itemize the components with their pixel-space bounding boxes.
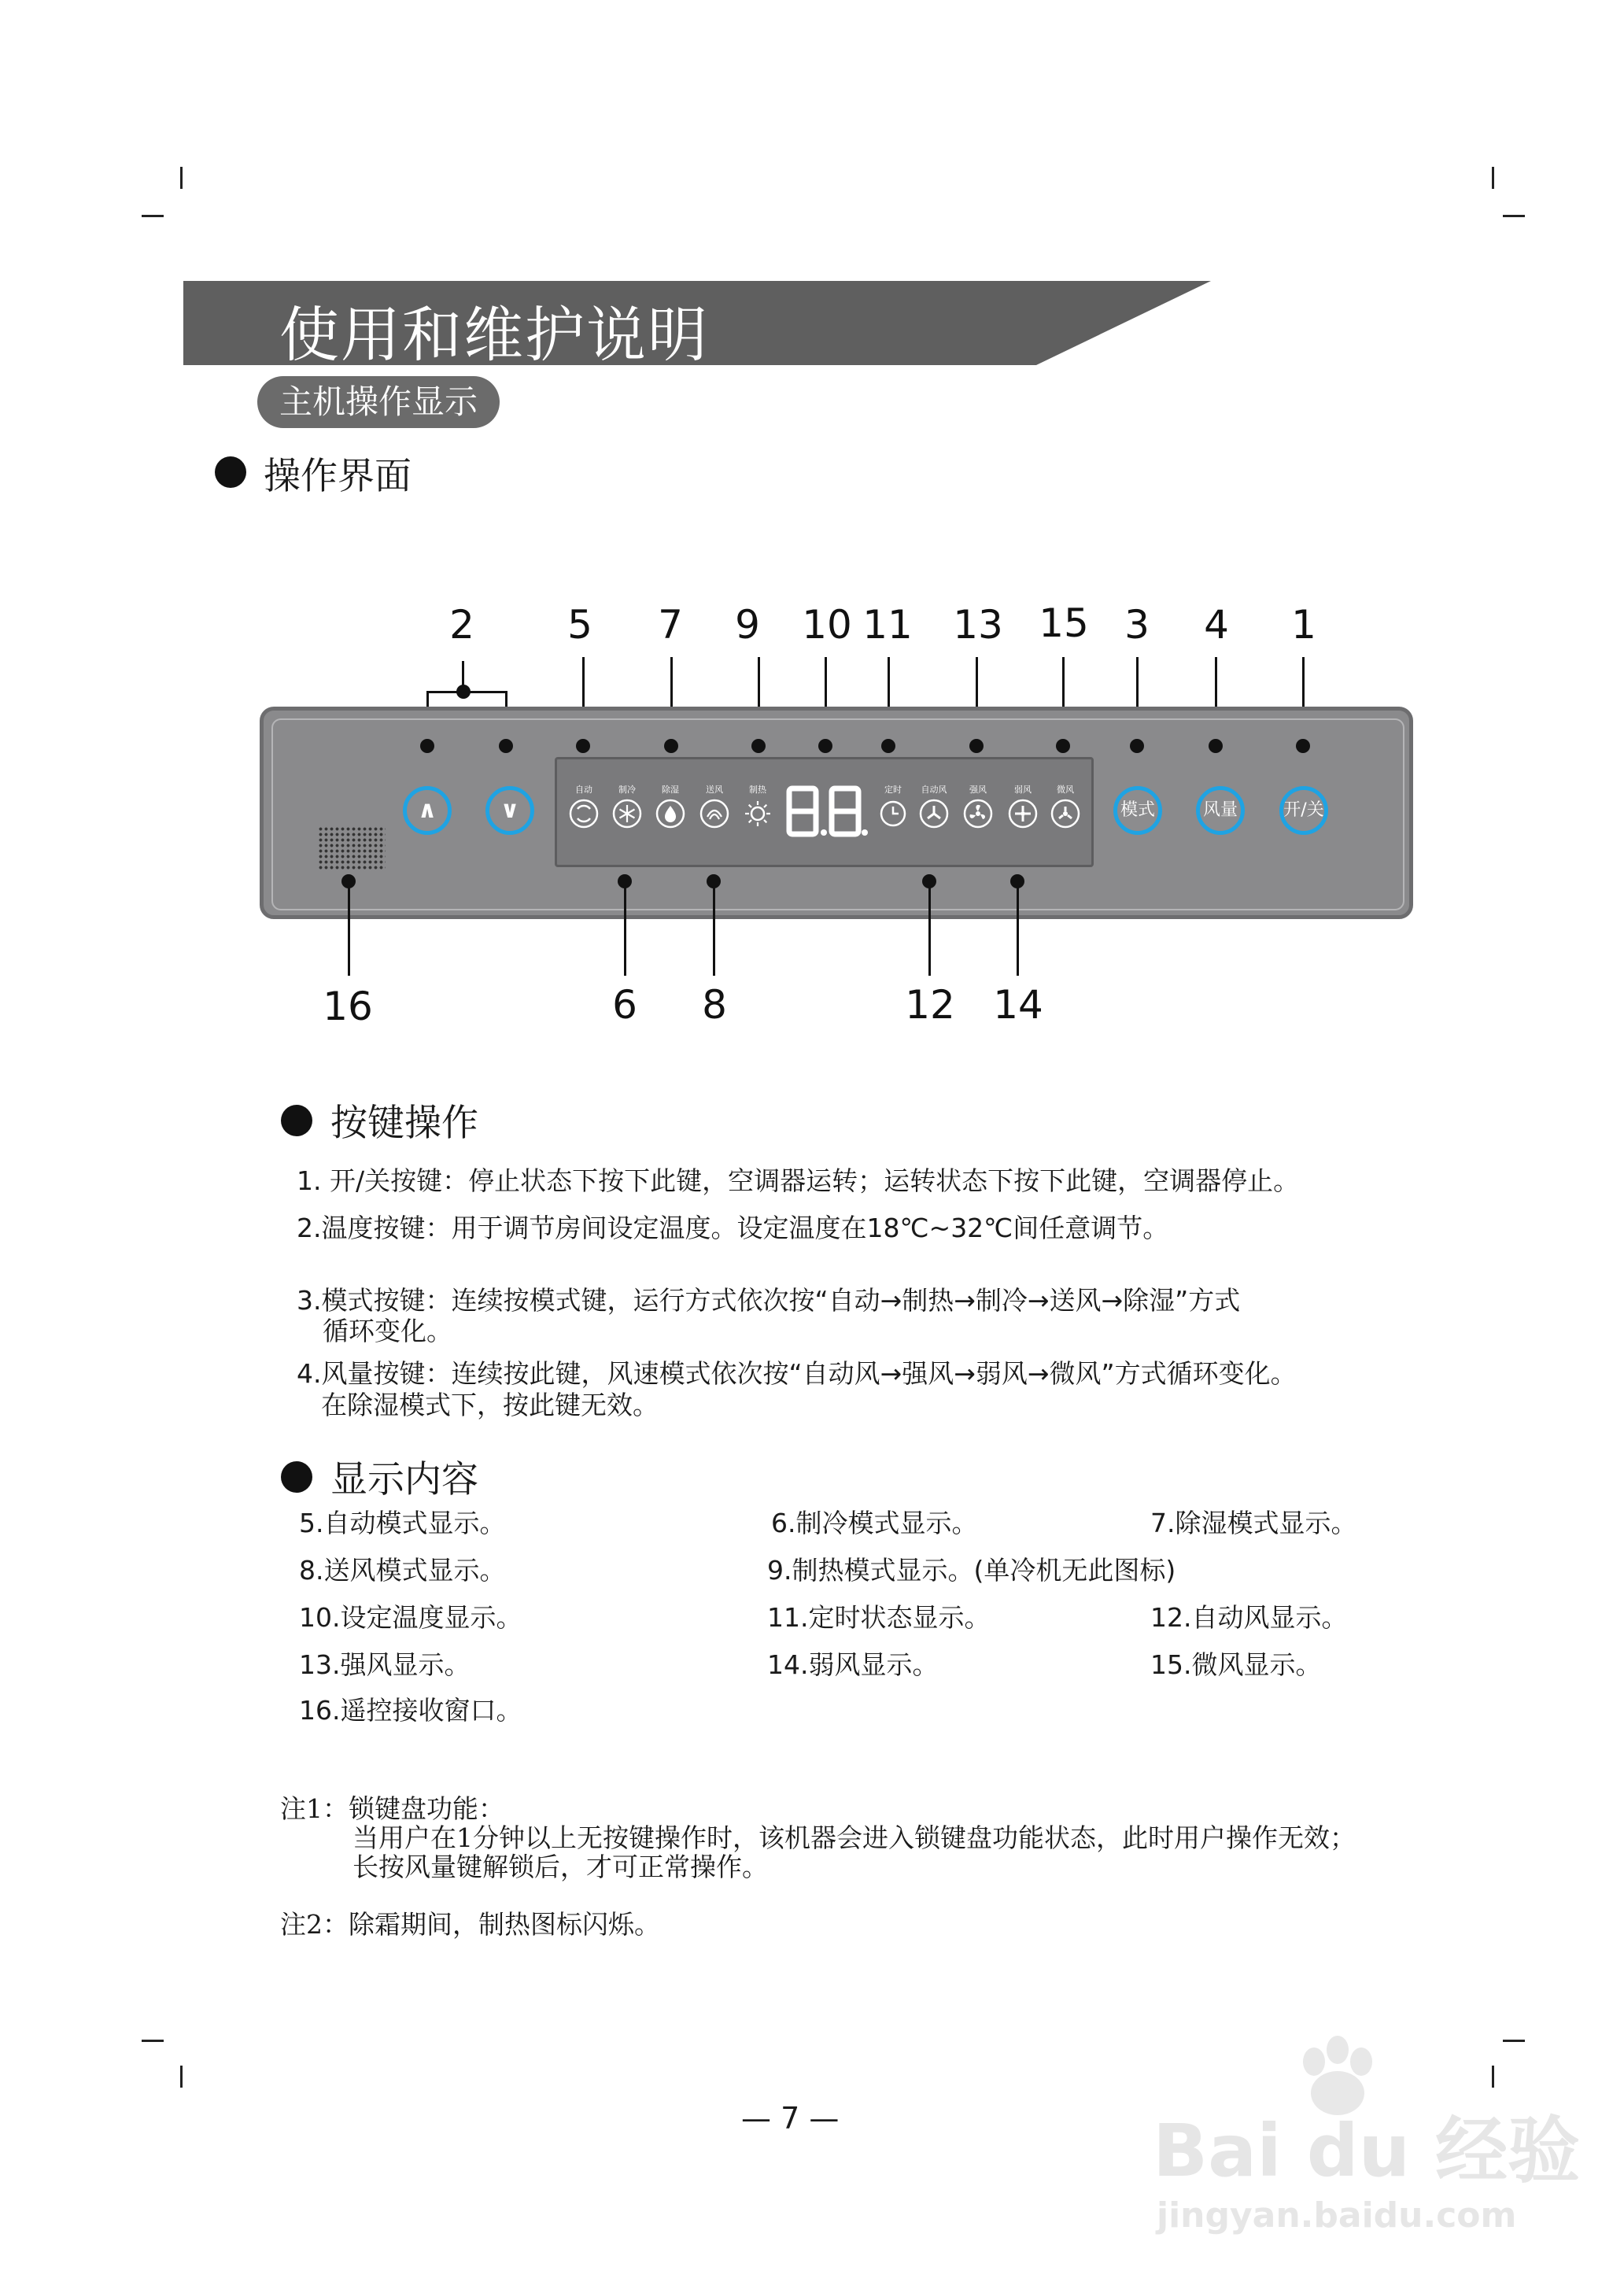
- leader-dot: [1056, 739, 1070, 753]
- callout-11: 11: [862, 602, 913, 648]
- bullet-icon: [215, 456, 246, 488]
- leader-dot: [818, 739, 832, 753]
- display-item-14: 14.弱风显示。: [767, 1649, 939, 1680]
- temp-down-button[interactable]: ∨: [485, 786, 534, 835]
- leader-dot: [664, 739, 678, 753]
- callout-3: 3: [1124, 602, 1150, 648]
- display-item-7: 7.除湿模式显示。: [1150, 1508, 1357, 1538]
- water-drop-icon: [655, 798, 686, 829]
- crop-mark: [1503, 215, 1525, 217]
- key-op-4-cont: 在除湿模式下，按此键无效。: [321, 1390, 659, 1420]
- display-item-12: 12.自动风显示。: [1150, 1602, 1348, 1633]
- callout-5: 5: [567, 602, 592, 648]
- callout-15: 15: [1039, 600, 1089, 646]
- key-op-1: 1. 开/关按键：停止状态下按下此键，空调器运转；运转状态下按下此键，空调器停止。: [297, 1165, 1300, 1196]
- temp-up-button[interactable]: ∧: [403, 786, 452, 835]
- display-item-8: 8.送风模式显示。: [299, 1555, 506, 1586]
- heading-display: 显示内容: [330, 1458, 478, 1501]
- callout-6: 6: [612, 982, 637, 1028]
- bullet-icon: [281, 1105, 312, 1136]
- leader-line: [624, 881, 626, 976]
- note-2: 注2：除霜期间，制热图标闪烁。: [280, 1909, 660, 1940]
- leader-dot: [576, 739, 590, 753]
- key-op-4: 4.风量按键：连续按此键，风速模式依次按“自动风→强风→弱风→微风”方式循环变化。: [297, 1358, 1297, 1389]
- mode-button[interactable]: 模式: [1113, 786, 1162, 835]
- heading-interface: 操作界面: [264, 455, 412, 498]
- leader-dot: [1209, 739, 1223, 753]
- callout-7: 7: [658, 602, 683, 648]
- note-1-line1: 当用户在1分钟以上无按键操作时，该机器会进入锁键盘功能状态，此时用户操作无效；: [352, 1822, 1356, 1853]
- leader-line: [713, 881, 715, 976]
- callout-2: 2: [449, 602, 474, 648]
- clock-icon: [877, 798, 909, 829]
- leader-dot: [751, 739, 766, 753]
- page-number: — 7 —: [741, 2101, 840, 2136]
- leader-line: [928, 881, 931, 976]
- leader-dot: [456, 685, 471, 699]
- leader-dot: [969, 739, 984, 753]
- snowflake-icon: [611, 798, 643, 829]
- icon-label-timer: 定时: [884, 785, 902, 795]
- watermark-brand: Bai du 经验: [1153, 2109, 1581, 2193]
- power-button[interactable]: 开/关: [1279, 786, 1328, 835]
- callout-16: 16: [323, 984, 373, 1029]
- crop-mark: [180, 167, 183, 189]
- key-op-3-cont: 循环变化。: [323, 1316, 452, 1346]
- leader-dot: [420, 739, 434, 753]
- fan-blow-icon: [699, 798, 730, 829]
- callout-9: 9: [735, 602, 760, 648]
- display-item-15: 15.微风显示。: [1150, 1649, 1322, 1680]
- weak-fan-icon: [1007, 798, 1039, 829]
- crop-mark: [1492, 167, 1494, 189]
- sun-icon: [742, 798, 773, 829]
- note-1-line2: 长按风量键解锁后，才可正常操作。: [352, 1852, 768, 1882]
- icon-label-auto: 自动: [575, 785, 592, 795]
- crop-mark: [1492, 2066, 1494, 2088]
- breeze-icon: [1050, 798, 1081, 829]
- icon-label-auto-fan: 自动风: [921, 785, 947, 795]
- icon-label-dry: 除湿: [662, 785, 679, 795]
- page-title: 使用和维护说明: [279, 300, 709, 370]
- crop-mark: [1503, 2040, 1525, 2042]
- leader-dot: [499, 739, 513, 753]
- crop-mark: [180, 2066, 183, 2088]
- auto-icon: [568, 798, 600, 829]
- display-item-6: 6.制冷模式显示。: [771, 1508, 978, 1538]
- display-item-9: 9.制热模式显示。(单冷机无此图标): [767, 1555, 1176, 1586]
- display-item-5: 5.自动模式显示。: [299, 1508, 506, 1538]
- display-item-13: 13.强风显示。: [299, 1649, 471, 1680]
- digit-display: [783, 784, 869, 840]
- display-item-11: 11.定时状态显示。: [767, 1602, 991, 1633]
- key-op-3: 3.模式按键：连续按模式键，运行方式依次按“自动→制热→制冷→送风→除湿”方式: [297, 1285, 1241, 1316]
- watermark-url: jingyan.baidu.com: [1157, 2195, 1517, 2236]
- callout-14: 14: [993, 982, 1043, 1028]
- callout-1: 1: [1291, 602, 1316, 648]
- heading-key-ops: 按键操作: [330, 1102, 478, 1145]
- auto-fan-icon: [918, 798, 950, 829]
- leader-dot: [881, 739, 895, 753]
- leader-line: [348, 881, 350, 976]
- fan-speed-button[interactable]: 风量: [1196, 786, 1245, 835]
- callout-12: 12: [905, 982, 955, 1028]
- leader-line: [1017, 881, 1019, 976]
- callout-13: 13: [953, 602, 1003, 648]
- crop-mark: [142, 2040, 164, 2042]
- icon-label-fan: 送风: [706, 785, 723, 795]
- key-op-2: 2.温度按键：用于调节房间设定温度。设定温度在18℃~32℃间任意调节。: [297, 1213, 1169, 1243]
- callout-8: 8: [702, 982, 727, 1028]
- crop-mark: [142, 215, 164, 217]
- icon-label-heat: 制热: [749, 785, 766, 795]
- bullet-icon: [281, 1461, 312, 1493]
- display-item-16: 16.遥控接收窗口。: [299, 1695, 522, 1726]
- callout-10: 10: [802, 602, 852, 648]
- icon-label-breeze: 微风: [1057, 785, 1074, 795]
- section-pill: 主机操作显示: [257, 376, 500, 428]
- callout-4: 4: [1204, 602, 1229, 648]
- icon-label-strong: 强风: [969, 785, 987, 795]
- note-1-title: 注1：锁键盘功能：: [280, 1793, 504, 1824]
- icon-label-weak: 弱风: [1014, 785, 1032, 795]
- strong-fan-icon: [962, 798, 994, 829]
- leader-dot: [1130, 739, 1144, 753]
- receiver-window: [318, 826, 386, 870]
- icon-label-cool: 制冷: [618, 785, 636, 795]
- display-item-10: 10.设定温度显示。: [299, 1602, 522, 1633]
- leader-dot: [1296, 739, 1310, 753]
